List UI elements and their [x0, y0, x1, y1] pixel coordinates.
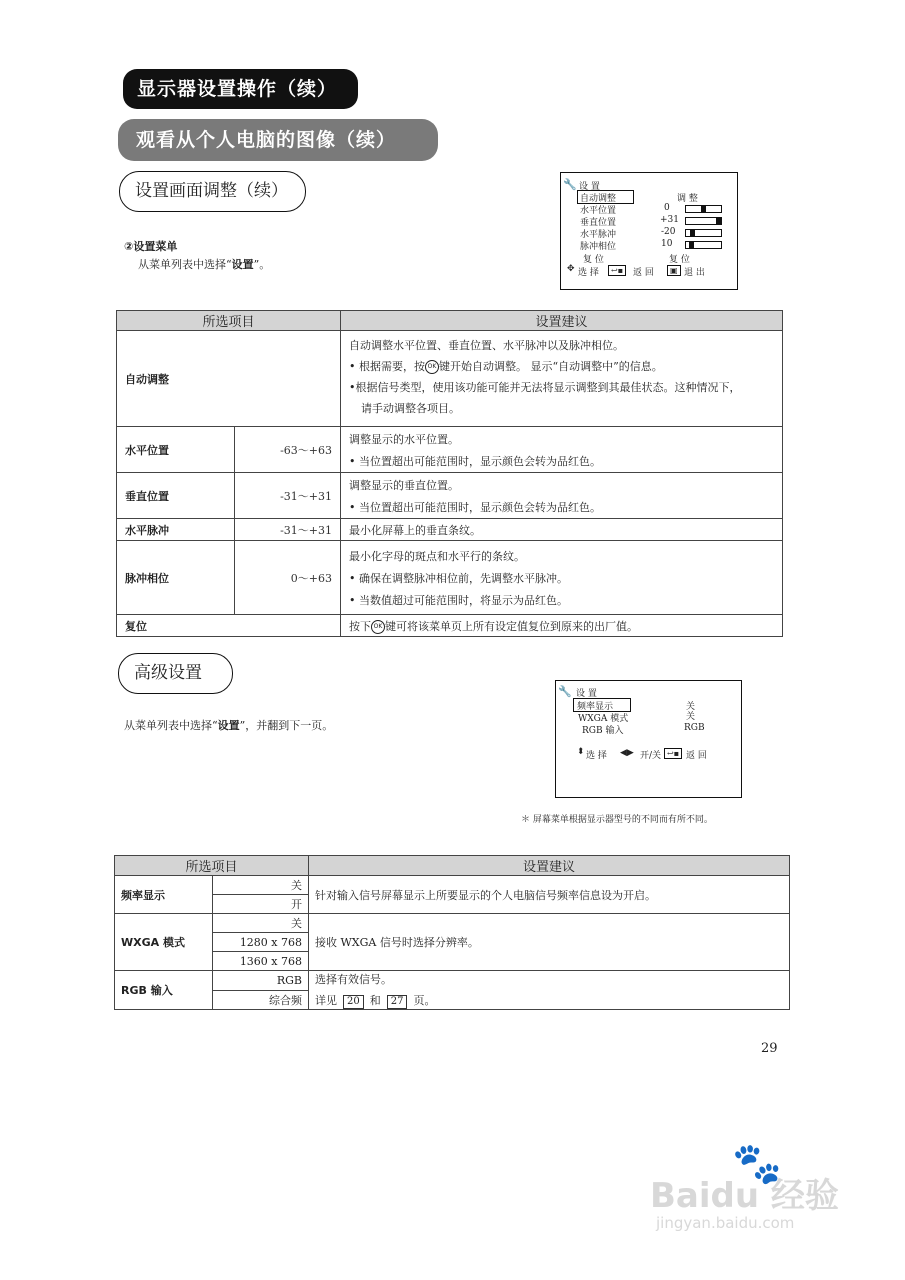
- item-freq-display: 频率显示: [115, 876, 213, 914]
- advice-cell: 接收 WXGA 信号时选择分辨率。: [309, 914, 790, 971]
- osd-footer-toggle: 开/关: [640, 751, 662, 761]
- osd-row-label: 自动调整: [580, 194, 617, 204]
- item-rgb-input: RGB 输入: [115, 971, 213, 1010]
- osd-footer-exit: 退 出: [684, 268, 705, 278]
- option-cell: 综合频: [213, 990, 309, 1010]
- table-row: [117, 427, 783, 473]
- osd-row-value: RGB: [684, 723, 705, 733]
- osd-row-label: 脉冲相位: [580, 242, 617, 252]
- section-title-screen-adjust: 设置画面调整（续）: [119, 171, 306, 212]
- advanced-instruction: 从菜单列表中选择“设置”，并翻到下一页。: [124, 719, 334, 732]
- table-row: [115, 971, 790, 991]
- footnote: ＊ 屏幕菜单根据显示器型号的不同而有所不同。: [521, 815, 713, 825]
- advice-cell: 最小化屏幕上的垂直条纹。: [341, 519, 783, 541]
- main-title: 显示器设置操作（续）: [123, 69, 358, 109]
- osd-footer-return: 返 回: [633, 268, 654, 278]
- move-arrows-icon: ✥: [567, 264, 575, 274]
- range-phase: 0～+63: [235, 541, 341, 615]
- range-hpos: -63～+63: [235, 427, 341, 473]
- option-cell: 1360 x 768: [213, 952, 309, 971]
- intro-instruction: 从菜单列表中选择“设置”。: [138, 258, 271, 271]
- page-ref: 20: [343, 995, 364, 1009]
- col-header-advice: 设置建议: [341, 311, 783, 331]
- osd-row-value: -20: [661, 227, 676, 237]
- advice-cell: 调整显示的水平位置。 • 当位置超出可能范围时，显示颜色会转为品红色。: [341, 427, 783, 473]
- watermark-brand: Baidu 经验: [650, 1176, 839, 1216]
- option-cell: 开: [213, 895, 309, 914]
- wrench-icon: 🔧: [558, 685, 572, 698]
- osd-row-label: 垂直位置: [580, 218, 617, 228]
- osd-row-label: 水平位置: [580, 206, 617, 216]
- osd-title: 设 置: [579, 182, 600, 192]
- col-header-advice: 设置建议: [309, 856, 790, 876]
- table-row: [117, 473, 783, 519]
- advanced-settings-table: [114, 855, 790, 1010]
- osd-advanced-menu: [555, 680, 742, 798]
- updown-arrows-icon: ⬍: [577, 747, 585, 757]
- step-label: ②设置菜单: [124, 240, 178, 253]
- osd-header-adjust: 调 整: [677, 194, 698, 204]
- table-row: [117, 331, 783, 427]
- ok-button-icon: OK: [425, 360, 439, 374]
- advice-cell: 选择有效信号。 详见 20 和 27 页。: [309, 971, 790, 1010]
- page-number: 29: [761, 1041, 778, 1056]
- advice-cell: 按下 OK 键可将该菜单页上所有设定值复位到原来的出厂值。: [341, 615, 783, 637]
- item-hpulse: 水平脉冲: [117, 519, 235, 541]
- osd-level-bar: [685, 205, 722, 213]
- osd-row-value: 关: [686, 712, 696, 722]
- page-ref: 27: [387, 995, 408, 1009]
- return-key-icon: ↩▪: [608, 265, 626, 276]
- option-cell: 关: [213, 876, 309, 895]
- col-header-item: 所选项目: [115, 856, 309, 876]
- advice-cell: 自动调整水平位置、垂直位置、水平脉冲以及脉冲相位。 • 根据需要，按 OK 键开始自动调整。 显示“自动调整中”的信息。 •根据信号类型，使用该功能可能并无法将显示调整到其最佳状态。这种情况下， 请手动调整各项目。: [341, 331, 783, 427]
- osd-row-label: 频率显示: [577, 702, 614, 712]
- osd-row-value: 10: [661, 239, 673, 249]
- advice-cell: 针对输入信号屏幕显示上所要显示的个人电脑信号频率信息设为开启。: [309, 876, 790, 914]
- item-reset: 复位: [117, 615, 341, 637]
- osd-level-bar: [685, 217, 722, 225]
- return-key-icon: ↩▪: [664, 748, 682, 759]
- table-row: [117, 541, 783, 615]
- watermark-url: jingyan.baidu.com: [656, 1214, 795, 1232]
- osd-level-bar: [685, 241, 722, 249]
- table-row: [115, 876, 790, 895]
- osd-setup-menu: [560, 172, 738, 290]
- item-auto-adjust: 自动调整: [117, 331, 341, 427]
- section-title-advanced: 高级设置: [118, 653, 233, 694]
- option-cell: 1280 x 768: [213, 933, 309, 952]
- option-cell: RGB: [213, 971, 309, 991]
- osd-footer-return: 返 回: [686, 751, 707, 761]
- leftright-arrows-icon: ◀▶: [620, 748, 634, 758]
- range-vpos: -31～+31: [235, 473, 341, 519]
- osd-footer-select: 选 择: [578, 268, 599, 278]
- table-row: [117, 615, 783, 637]
- osd-row-label: 水平脉冲: [580, 230, 617, 240]
- osd-row-value: 关: [686, 702, 696, 712]
- screen-adjust-table: [116, 310, 783, 637]
- table-row: [117, 519, 783, 541]
- paw-icon: 🐾: [732, 1141, 782, 1187]
- osd-reset-left: 复 位: [583, 255, 604, 265]
- osd-row-value: 0: [664, 203, 670, 213]
- osd-level-bar: [685, 229, 722, 237]
- osd-row-label: WXGA 模式: [578, 714, 629, 724]
- osd-footer-select: 选 择: [586, 751, 607, 761]
- option-cell: 关: [213, 914, 309, 933]
- col-header-item: 所选项目: [117, 311, 341, 331]
- osd-row-label: RGB 输入: [582, 726, 624, 736]
- sub-title: 观看从个人电脑的图像（续）: [118, 119, 438, 161]
- osd-title: 设 置: [576, 689, 597, 699]
- menu-key-icon: ▣: [667, 265, 681, 276]
- item-phase: 脉冲相位: [117, 541, 235, 615]
- table-row: [115, 914, 790, 933]
- osd-reset-right: 复 位: [669, 255, 690, 265]
- osd-row-value: +31: [660, 215, 679, 225]
- ok-button-icon: OK: [371, 620, 385, 634]
- range-hpulse: -31～+31: [235, 519, 341, 541]
- item-wxga-mode: WXGA 模式: [115, 914, 213, 971]
- item-hpos: 水平位置: [117, 427, 235, 473]
- advice-cell: 调整显示的垂直位置。 • 当位置超出可能范围时，显示颜色会转为品红色。: [341, 473, 783, 519]
- wrench-icon: 🔧: [563, 178, 577, 191]
- advice-cell: 最小化字母的斑点和水平行的条纹。 • 确保在调整脉冲相位前，先调整水平脉冲。 • 当数值超过可能范围时，将显示为品红色。: [341, 541, 783, 615]
- item-vpos: 垂直位置: [117, 473, 235, 519]
